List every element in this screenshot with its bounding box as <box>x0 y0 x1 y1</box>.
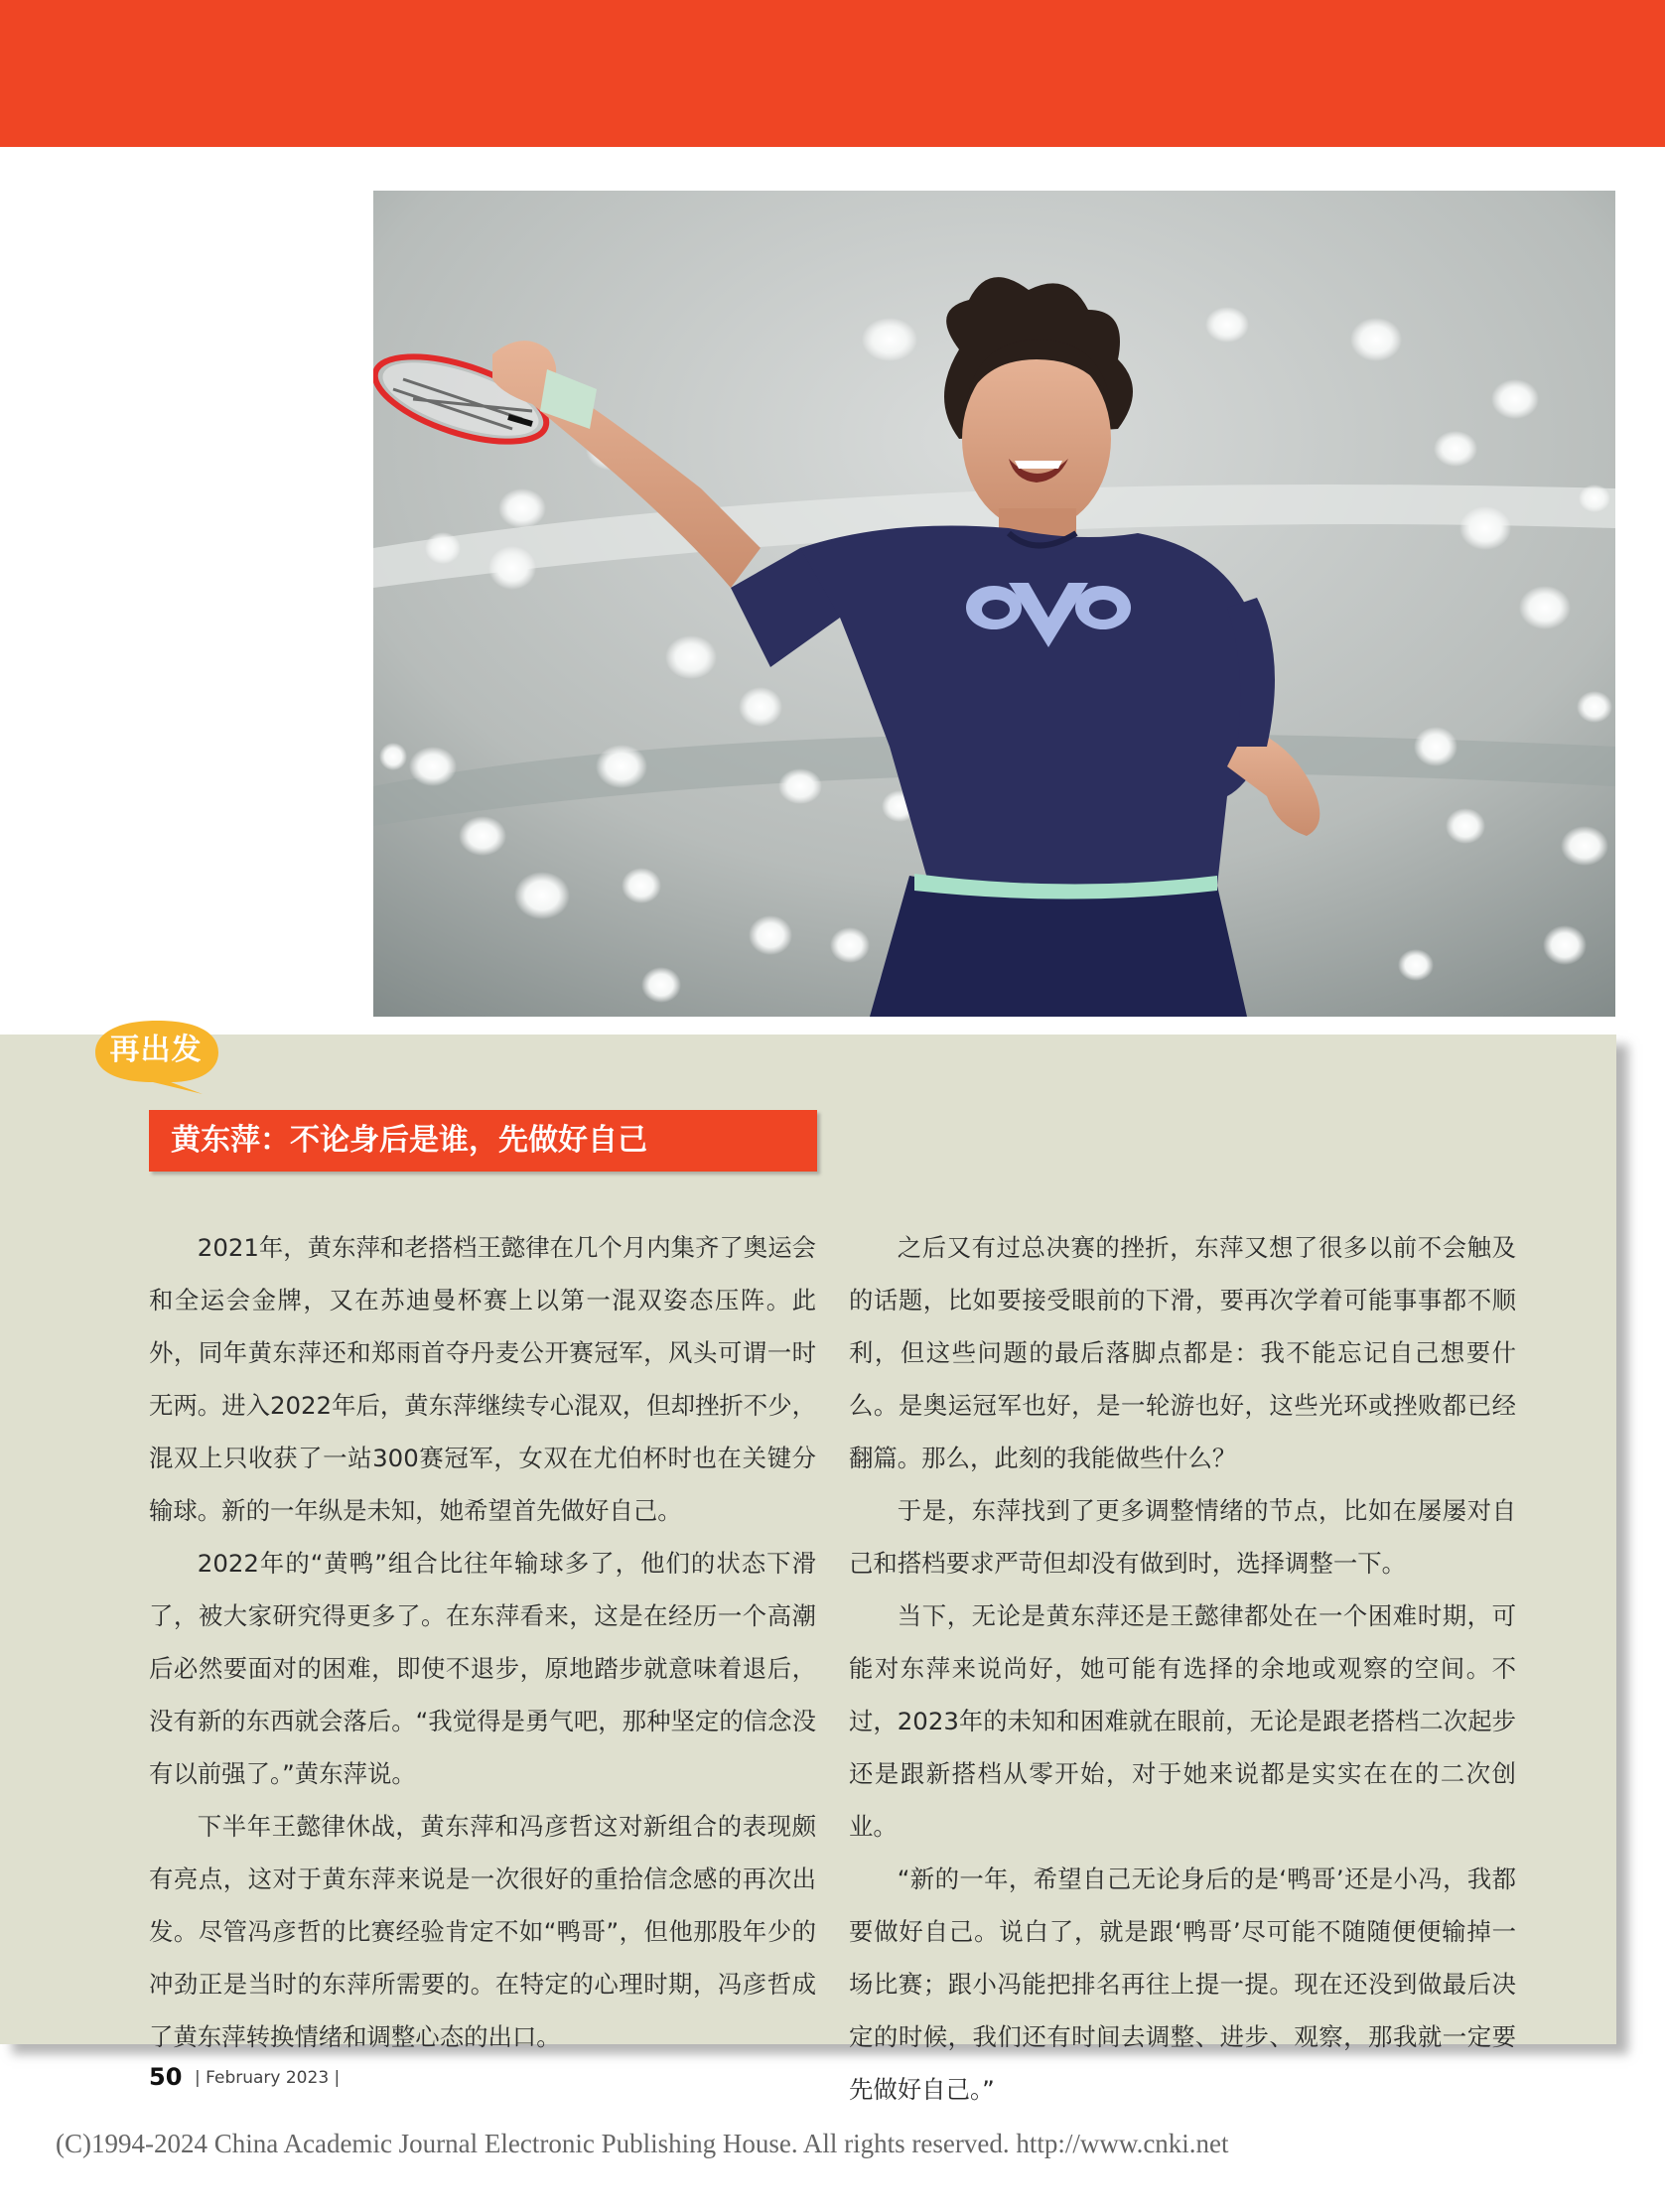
paragraph: 之后又有过总决赛的挫折，东萍又想了很多以前不会触及的话题，比如要接受眼前的下滑，要再次学着可能事事都不顺利，但这些问题的最后落脚点都是：我不能忘记自己想要什么。是奥运冠军也好，是一轮游也好，这些光环或挫败都已经翻篇。那么，此刻的我能做些什么？ <box>849 1233 1516 1472</box>
paragraph: “新的一年，希望自己无论身后的是‘鸭哥’还是小冯，我都要做好自己。说白了，就是跟‘鸭哥’尽可能不随随便便输掉一场比赛；跟小冯能把排名再往上提一提。现在还没到做最后决定的时候，我们还有时间去调整、进步、观察，那我就一定要先做好自己。” <box>849 1865 1516 2104</box>
paragraph: 下半年王懿律休战，黄东萍和冯彦哲这对新组合的表现颇有亮点，这对于黄东萍来说是一次很好的重拾信念感的再次出发。尽管冯彦哲的比赛经验肯定不如“鸭哥”，但他那股年少的冲劲正是当时的东萍所需要的。在特定的心理时期，冯彦哲成了黄东萍转换情绪和调整心态的出口。 <box>149 1812 816 2051</box>
copyright-notice: (C)1994-2024 China Academic Journal Electronic Publishing House. All rights reserved. http://www.cnki.net <box>56 2129 1229 2158</box>
article-column-right <box>849 1221 1516 2116</box>
article-column-left <box>149 1221 816 2063</box>
paragraph: 于是，东萍找到了更多调整情绪的节点，比如在屡屡对自己和搭档要求严苛但却没有做到时，选择调整一下。 <box>849 1496 1516 1578</box>
page-number: 50 <box>149 2063 183 2091</box>
paragraph: 2021年，黄东萍和老搭档王懿律在几个月内集齐了奥运会和全运会金牌，又在苏迪曼杯赛上以第一混双姿态压阵。此外，同年黄东萍还和郑雨首夺丹麦公开赛冠军，风头可谓一时无两。进入2022年后，黄东萍继续专心混双，但却挫折不少，混双上只收获了一站300赛冠军，女双在尤伯杯时也在关键分输球。新的一年纵是未知，她希望首先做好自己。 <box>149 1233 816 1525</box>
athlete-photo <box>373 191 1615 1017</box>
top-color-band <box>0 0 1665 147</box>
paragraph: 2022年的“黄鸭”组合比往年输球多了，他们的状态下滑了，被大家研究得更多了。在东萍看来，这是在经历一个高潮后必然要面对的困难，即使不退步，原地踏步就意味着退后，没有新的东西就会落后。“我觉得是勇气吧，那种坚定的信念没有以前强了。”黄东萍说。 <box>149 1549 816 1788</box>
section-badge-label: 再出发 <box>109 1033 203 1067</box>
paragraph: 当下，无论是黄东萍还是王懿律都处在一个困难时期，可能对东萍来说尚好，她可能有选择的余地或观察的空间。不过，2023年的未知和困难就在眼前，无论是跟老搭档二次起步还是跟新搭档从零开始，对于她来说都是实实在在的二次创业。 <box>849 1601 1516 1841</box>
article-heading: 黄东萍：不论身后是谁，先做好自己 <box>171 1123 647 1158</box>
issue-label: | February 2023 | <box>195 2068 341 2088</box>
